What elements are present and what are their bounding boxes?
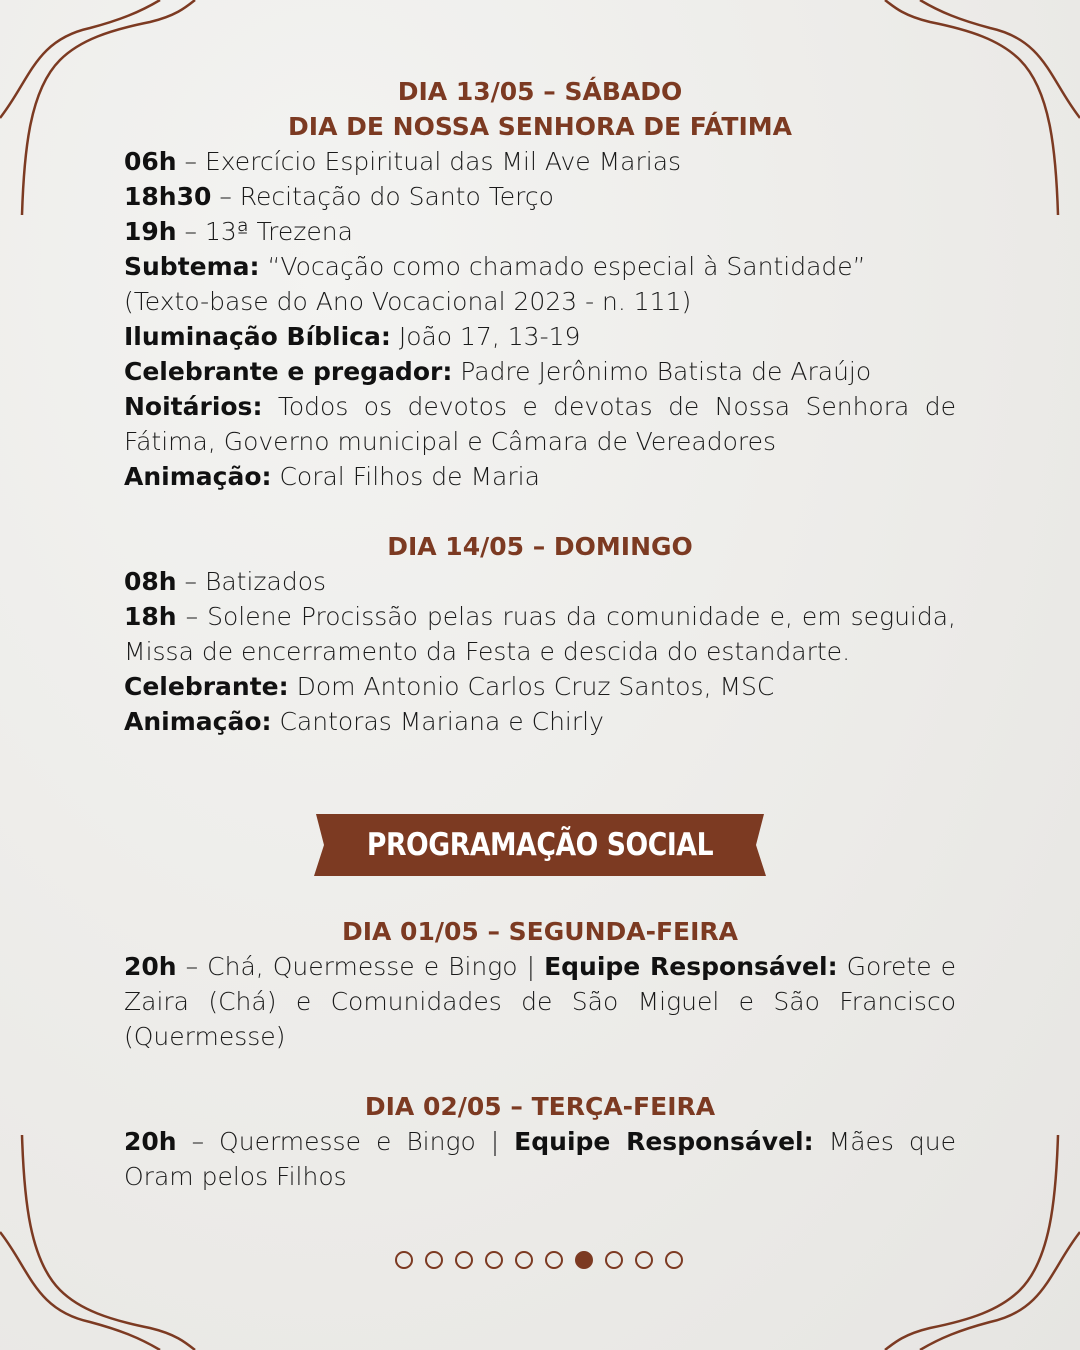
pagination-dot[interactable] [515,1251,533,1269]
pagination-dot[interactable] [425,1251,443,1269]
pagination-dot[interactable] [395,1251,413,1269]
subtheme-line: Subtema: “Vocação como chamado especial à Santidade” (Texto-base do Ano Vocacional 2023 - n. 111) [124,252,866,316]
schedule-line: 18h30 – Recitação do Santo Terço [124,182,554,211]
nightly-hosts-line: Noitários: Todos os devotos e devotas de Nossa Senhora de Fátima, Governo municipal e Câmara de Vereadores [124,392,956,456]
pagination-dot[interactable] [485,1251,503,1269]
religious-program [124,74,956,739]
pagination-dot[interactable] [635,1251,653,1269]
animation-line: Animação: Cantoras Mariana e Chirly [124,707,604,736]
pagination-dot[interactable] [575,1251,593,1269]
social-line: 20h – Chá, Quermesse e Bingo | Equipe Responsável: Gorete e Zaira (Chá) e Comunidades de São Miguel e São Francisco (Quermesse) [124,952,956,1051]
spacer [124,494,956,529]
carousel-pagination [395,1251,683,1271]
social-program [124,914,956,1194]
day-02-title: DIA 02/05 – TERÇA-FEIRA [364,1092,716,1121]
pagination-dot[interactable] [545,1251,563,1269]
celebrant-line: Celebrante: Dom Antonio Carlos Cruz Santos, MSC [124,672,775,701]
pagination-dot[interactable] [605,1251,623,1269]
schedule-line: 18h – Solene Procissão pelas ruas da comunidade e, em seguida, Missa de encerramento da Festa e descida do estandarte. [124,602,956,666]
schedule-line: 06h – Exercício Espiritual das Mil Ave Marias [124,147,682,176]
social-line: 20h – Quermesse e Bingo | Equipe Responsável: Mães que Oram pelos Filhos [124,1127,956,1191]
social-program-banner [312,812,768,878]
biblical-line: Iluminação Bíblica: João 17, 13-19 [124,322,581,351]
schedule-line: 08h – Batizados [124,567,327,596]
pagination-dot[interactable] [455,1251,473,1269]
day-13-title: DIA 13/05 – SÁBADO [397,77,683,106]
day-13-subtitle: DIA DE NOSSA SENHORA DE FÁTIMA [288,112,792,141]
day-01-title: DIA 01/05 – SEGUNDA-FEIRA [341,917,739,946]
spacer [124,1054,956,1089]
animation-line: Animação: Coral Filhos de Maria [124,462,540,491]
banner-label: PROGRAMAÇÃO SOCIAL [366,827,714,863]
celebrant-line: Celebrante e pregador: Padre Jerônimo Batista de Araújo [124,357,872,386]
day-14-title: DIA 14/05 – DOMINGO [387,532,693,561]
pagination-dot[interactable] [665,1251,683,1269]
schedule-line: 19h – 13ª Trezena [124,217,353,246]
